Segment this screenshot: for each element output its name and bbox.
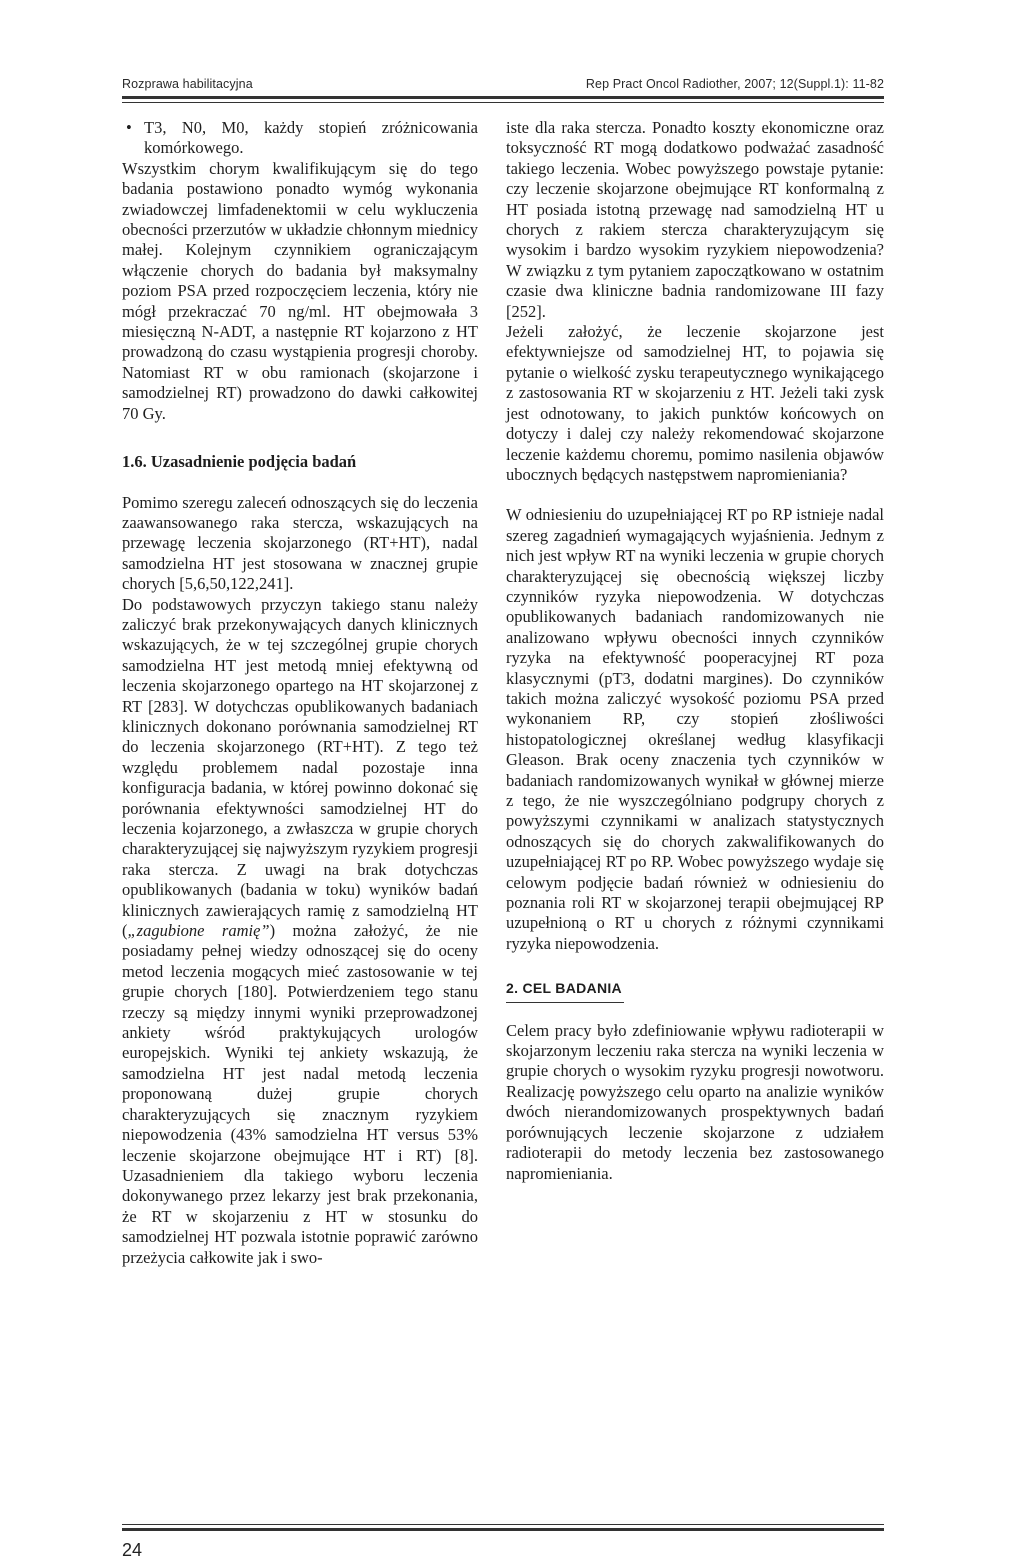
running-header-left: Rozprawa habilitacyjna bbox=[122, 77, 253, 91]
italic-term: „zagubione ramię” bbox=[127, 921, 270, 941]
paragraph bbox=[122, 595, 478, 1268]
footer-rule bbox=[122, 1528, 884, 1531]
section-heading: 1.6. Uzasadnienie podjęcia badań bbox=[122, 452, 357, 472]
spacer bbox=[506, 1003, 884, 1021]
page-number: 24 bbox=[122, 1540, 143, 1560]
footer-rule-thin bbox=[122, 1524, 884, 1525]
right-column bbox=[506, 118, 884, 1184]
paragraph: W odniesieniu do uzupełniającej RT po RP istnieje nadal szereg zagadnień wymagających wyjaśnienia. Jednym z nich jest wpływ RT na wyniki leczenia w grupie chorych charakteryzującej się obecnością większej liczby czynników ryzyka niepowodzenia. W dotychczas opublikowanych badaniach randomizowanych nie analizowano wpływu obecności innych czynników ryzyka na efektywność pooperacyjnej RT poza klasycznymi (pT3, dodatni margines). Do czynników takich można zaliczyć wysokość poziomu PSA przed wykonaniem RP, czy stopień złośliwości histopatologicznej określanej według klasyfikacji Gleason. Brak oceny znaczenia tych czynników w badaniach randomizowanych wynikał w głównej mierze z tego, że nie wyszczególniano podgrupy chorych z powyższymi czynnikami w analizach statystycznych odnoszących się do chorych zakwalifikowanych do uzupełniającej RT po RP. Wobec powyższego wydaje się celowym podjęcie badań również w odniesieniu do poznania roli RT w skojarzonej terapii obejmującej RP uzupełnioną o RT u chorych z różnymi czynnikami ryzyka niepowodzenia. bbox=[506, 505, 884, 953]
paragraph: iste dla raka stercza. Ponadto koszty ekonomiczne oraz toksyczność RT mogą dodatkowo podważać zasadność takiego leczenia. Wobec powyższego powstaje pytanie: czy leczenie skojarzone obejmujące RT konformalną z HT posiada istotną przewagę nad samodzielną HT u chorych z rakiem stercza charakteryzującym się wysokim i bardzo wysokim ryzykiem niepowodzenia? W związku z tym pytaniem zapoczątkowano w ostatnim czasie dwa kliniczne badnia randomizowane III fazy [252]. bbox=[506, 118, 884, 321]
running-header-right: Rep Pract Oncol Radiother, 2007; 12(Suppl.1): 11-82 bbox=[585, 77, 884, 91]
text-span: ) można założyć, że nie posiadamy pełnej wiedzy odnoszącej się do oceny metod leczenia mogących mieć zastosowanie w tej grupie chorych [180]. Potwierdzeniem tego stanu rzeczy są między innymi wyniki przeprowadzonej ankiety wśród praktykujących urologów europejskich. Wyniki tej ankiety wskazują, że samodzielna HT jest nadal metodą leczenia proponowaną dużej grupie chorych charakteryzujących się znacznym ryzykiem niepowodzenia (43% samodzielna HT versus 53% leczenie skojarzone obejmujące HT i RT) [8]. Uzasadnieniem dla takiego wyboru leczenia dokonywanego przez lekarzy jest brak przekonania, że RT w skojarzeniu z HT w stosunku do samodzielnej HT pozwala istotnie poprawić zarówno przeżycia całkowite jak i swo- bbox=[122, 921, 478, 1267]
spacer bbox=[506, 485, 884, 505]
left-column bbox=[122, 118, 478, 1268]
bullet-item: • T3, N0, M0, każdy stopień zróżnicowania komórkowego. bbox=[122, 118, 478, 159]
header-rule-thin bbox=[122, 102, 884, 103]
section-heading-cel-badania: 2. CEL BADANIA bbox=[506, 978, 624, 1002]
paragraph: Wszystkim chorym kwalifikującym się do tego badania postawiono ponadto wymóg wykonania zwiadowczej limfadenektomii w celu wykluczenia obecności przerzutów w układzie chłonnym miednicy małej. Kolejnym czynnikiem ograniczającym włączenie chorych do badania był maksymalny poziom PSA przed rozpoczęciem leczenia, który nie mógł przekraczać 70 ng/ml. HT obejmowała 3 miesięczną N-ADT, a następnie RT kojarzono z HT prowadzoną do czasu wystąpienia progresji choroby. Natomiast RT w obu ramionach (skojarzone i samodzielnej RT) prowadzono do dawki całkowitej 70 Gy. bbox=[122, 158, 479, 423]
paragraph: Jeżeli założyć, że leczenie skojarzone jest efektywniejsze od samodzielnej HT, to pojawia się pytanie o wielkość zysku terapeutycznego wynikającego z zastosowania RT w skojarzeniu z HT. Jeżeli taki zysk jest odnotowany, to jakich punktów końcowych on dotyczy i dalej czy należy rekomendować skojarzone leczenie każdemu choremu, pomimo nasilenia objawów ubocznych będących następstwem napromieniania? bbox=[506, 322, 884, 484]
paragraph: Celem pracy było zdefiniowanie wpływu radioterapii w skojarzonym leczeniu raka stercza na wyniki leczenia w grupie chorych o wysokim ryzyku progresji nowotworu. Realizację powyższego celu oparto na analizie wyników dwóch nierandomizowanych prospektywnych badań porównujących leczenie skojarzone z udziałem radioterapii do metody leczenia bez zastosowanego napromieniania. bbox=[506, 1020, 884, 1183]
text-span: Do podstawowych przyczyn takiego stanu należy zaliczyć brak przekonywających danych klinicznych wskazujących, że w tej szczególnej grupie chorych samodzielna HT jest metodą mniej efektywną od leczenia skojarzonego opartego na HT skojarzonej z RT [283]. W dotychczas opublikowanych badaniach klinicznych dokonano porównania samodzielnej RT do leczenia skojarzonego (RT+HT). Z tego też względu problemem nadal pozostaje inna konfiguracja badania, w której powinno dokonać się porównania efektywności samodzielnej HT do leczenia kojarzonego, a zwłaszcza w grupie chorych charakteryzującej się najwyższym ryzykiem progresji raka stercza. Z uwagi na brak dotychczas opublikowanych (badania w toku) wyników badań klinicznych zawierających ramię z samodzielną HT ( bbox=[122, 594, 478, 941]
header-rule bbox=[122, 96, 884, 99]
paragraph: Pomimo szeregu zaleceń odnoszących się do leczenia zaawansowanego raka stercza, wskazujących na przewagę leczenia skojarzonego (RT+HT), nadal samodzielna HT jest stosowana w znacznej grupie chorych [5,6,50,122,241]. bbox=[122, 492, 478, 594]
